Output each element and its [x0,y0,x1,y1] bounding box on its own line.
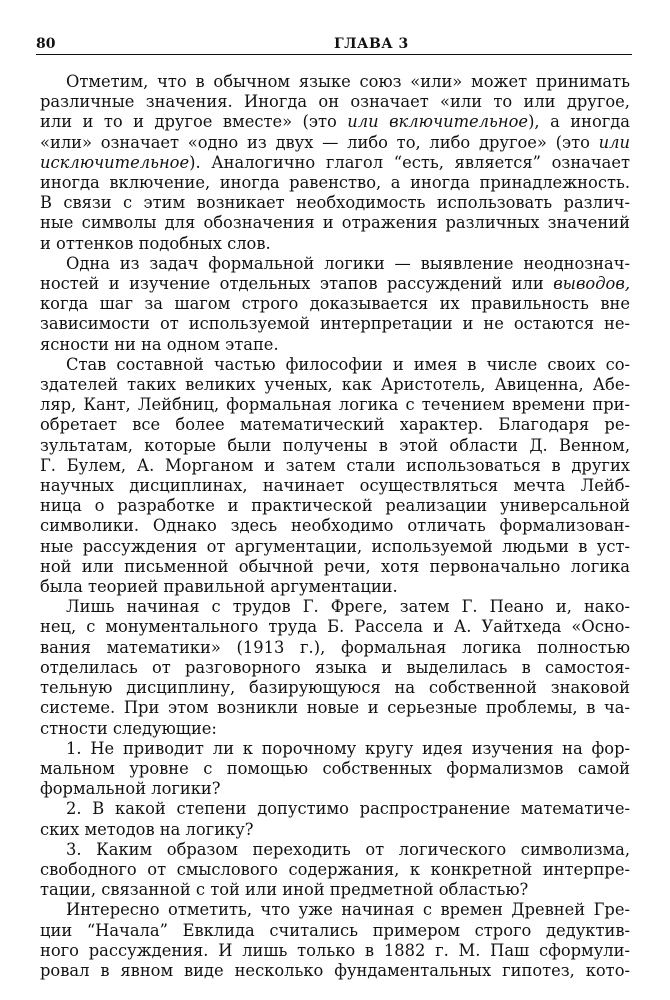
text-line: здателей таких великих ученых, как Аристотель, Авиценна, Абе- [40,375,630,395]
text-line: 3. Каким образом переходить от логического символизма, [66,839,630,859]
text-line: вания математики» (1913 г.), формальная логика полностью [40,637,630,657]
text-line: 1. Не приводит ли к порочному кругу идея изучения на фор- [66,738,630,758]
text-line: Одна из задач формальной логики — выявление неоднознач- [66,253,630,273]
text-line: и оттенков подобных слов. [40,233,271,253]
italic-term: или включительное [347,112,529,132]
text-line: научных дисциплинах, начинает осуществляться мечта Лейб- [40,476,630,496]
text-line: когда шаг за шагом строго доказывается их правильность вне [40,294,630,314]
text-line: обретает все более математический характер. Благодаря ре- [40,415,630,435]
page-number: 80 [36,36,56,52]
text-line: свободного от смыслового содержания, к конкретной интерпре- [40,859,630,879]
text-line: ляр, Кант, Лейбниц, формальная логика с течением времени при- [40,395,630,415]
chapter-title: ГЛАВА 3 [334,36,409,52]
text-line: ница о разработке и практической реализации универсальной [40,496,630,516]
text-line: зультатам, которые были получены в этой области Д. Венном, [40,435,630,455]
text-line: или и то и другое вместе» (это или включительное), а иногда [40,112,631,132]
text-line: тации, связанной с той или иной предметной областью? [40,880,529,900]
text-line: мальном уровне с помощью собственных формализмов самой [40,758,630,778]
italic-term: или [598,132,630,152]
italic-term: выводов, [553,274,630,294]
text-line: была теорией правильной аргументации. [40,577,398,597]
text-line: В связи с этим возникает необходимость использовать различ- [40,193,630,213]
text-line: отделилась от разговорного языка и выделилась в самостоя- [40,657,630,677]
text-line: Отметим, что в обычном языке союз «или» может принимать [66,72,630,91]
text-line: тельную дисциплину, базирующуюся на собственной знаковой [40,678,630,698]
text-line: «или» означает «одно из двух — либо то, либо другое» (это или [40,132,630,152]
text-line: ровал в явном виде несколько фундаментальных гипотез, кото- [40,960,630,980]
body-text [40,72,630,981]
text-line: Став составной частью философии и имея в числе своих со- [66,354,630,374]
text-line: ских методов на логику? [40,819,254,839]
text-line: ного рассуждения. И лишь только в 1882 г. М. Паш сформули- [40,940,630,960]
text-line: ции “Начала” Евклида считались примером строго дедуктив- [40,920,630,940]
text-line: нец, с монументального труда Б. Рассела и А. Уайтхеда «Осно- [40,617,630,637]
text-line: ные символы для обозначения и отражения различных значений [40,213,630,233]
text-line: 2. В какой степени допустимо распространение математиче- [66,799,630,819]
text-line: системе. При этом возникли новые и серьезные проблемы, в ча- [40,698,630,718]
text-line: исключительное). Аналогично глагол “есть, является” означает [40,152,630,172]
text-line: ностей и изучение отдельных этапов рассуждений или выводов, [40,274,630,294]
text-line: иногда включение, иногда равенство, а иногда принадлежность. [40,173,630,193]
running-header [36,34,632,55]
text-line: различные значения. Иногда он означает «или то или другое, [40,92,630,112]
text-line: ные рассуждения от аргументации, используемой людьми в уст- [40,536,630,556]
text-line: ясности ни на одном этапе. [40,334,279,354]
text-line: Интересно отметить, что уже начиная с времен Древней Гре- [66,900,630,920]
text-line: Г. Булем, А. Морганом и затем стали использоваться в других [40,455,630,475]
text-line: зависимости от используемой интерпретации и не остаются не- [40,314,630,334]
text-line: формальной логики? [40,779,221,799]
text-line: ной или письменной обычной речи, хотя первоначально логика [40,556,630,576]
text-line: символики. Однако здесь необходимо отличать формализован- [40,516,630,536]
text-line: стности следующие: [40,718,217,738]
text-line: Лишь начиная с трудов Г. Фреге, затем Г. Пеано и, нако- [66,597,630,617]
italic-term: исключительное [40,152,190,172]
